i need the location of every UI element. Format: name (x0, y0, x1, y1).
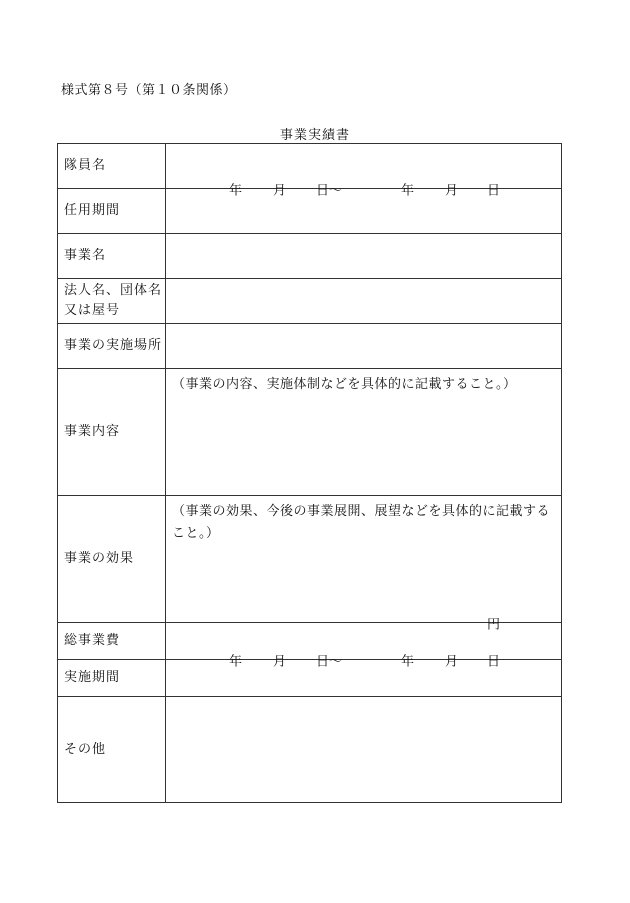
effect-field[interactable] (166, 496, 562, 623)
impl-end-year-label: 年 (401, 654, 415, 670)
corporation-field[interactable] (166, 279, 562, 324)
effect-label: 事業の効果 (58, 496, 166, 623)
impl-start-day-label: 日〜 (316, 654, 343, 670)
end-year-label: 年 (401, 183, 415, 199)
row-member-name (58, 144, 562, 189)
implementation-period-label: 実施期間 (58, 660, 166, 697)
impl-end-day-label: 日 (487, 654, 501, 670)
content-field[interactable] (166, 369, 562, 496)
other-label: その他 (58, 697, 166, 803)
start-day-label: 日〜 (316, 183, 343, 199)
row-other (58, 697, 562, 803)
total-cost-field[interactable] (166, 617, 562, 660)
employment-period-field[interactable] (166, 183, 562, 234)
member-name-label: 隊員名 (58, 144, 166, 189)
corporation-label: 法人名、団体名又は屋号 (58, 279, 166, 324)
row-project-name (58, 234, 562, 279)
impl-end-month-label: 月 (445, 654, 459, 670)
location-label: 事業の実施場所 (58, 324, 166, 369)
row-employment-period (58, 189, 562, 234)
impl-start-month-label: 月 (273, 654, 287, 670)
start-month-label: 月 (273, 183, 287, 199)
form-number: 様式第８号（第１０条関係） (61, 83, 237, 98)
row-location (58, 324, 562, 369)
row-corporation (58, 279, 562, 324)
content-note: （事業の内容、実施体制などを具体的に記載すること。） (172, 377, 517, 392)
row-effect (58, 496, 562, 623)
total-cost-label: 総事業費 (58, 623, 166, 660)
end-month-label: 月 (445, 183, 459, 199)
yen-unit-label: 円 (487, 617, 501, 633)
row-implementation-period (58, 660, 562, 697)
content-label: 事業内容 (58, 369, 166, 496)
start-year-label: 年 (229, 183, 243, 199)
impl-start-year-label: 年 (229, 654, 243, 670)
other-field[interactable] (166, 697, 562, 803)
document-title: 事業実績書 (279, 128, 350, 143)
location-field[interactable] (166, 324, 562, 369)
project-name-field[interactable] (166, 234, 562, 279)
effect-note: （事業の効果、今後の事業展開、展望などを具体的に記載すること。） (172, 504, 551, 541)
employment-period-label: 任用期間 (58, 189, 166, 234)
implementation-period-field[interactable] (166, 654, 562, 697)
project-name-label: 事業名 (58, 234, 166, 279)
row-content (58, 369, 562, 496)
end-day-label: 日 (487, 183, 501, 199)
member-name-field[interactable] (166, 144, 562, 189)
row-total-cost (58, 623, 562, 660)
record-table (57, 143, 562, 803)
